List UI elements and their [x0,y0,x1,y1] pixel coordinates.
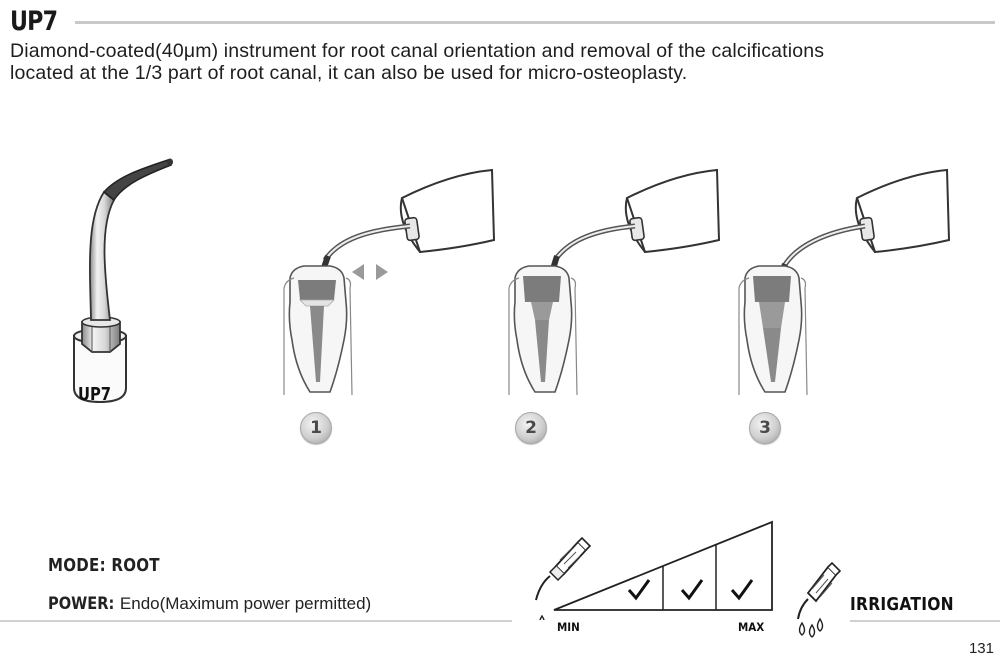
header [10,6,995,40]
page-number: 131 [968,640,994,657]
bottom-divider-right [850,620,1000,622]
scaler-tip-illustration [60,150,180,420]
tip-model-label: UP7 [78,384,112,405]
power-min-label: MIN [557,620,580,634]
power-max-label: MAX [738,620,765,634]
step-1-badge [300,412,332,444]
step-3-illustration [725,160,965,400]
bottom-divider-left [0,620,512,622]
irrigation-label: IRRIGATION [850,594,954,615]
mode-setting: MODE: ROOT [48,556,160,576]
description [10,40,995,84]
step-1-illustration [270,160,510,400]
handpiece-icon [536,538,590,600]
power-scale [520,520,780,620]
step-3-number: 3 [759,418,771,438]
step-2-illustration [495,160,735,400]
page-title: UP7 [10,6,58,37]
step-2-number: 2 [525,418,537,438]
power-value: Endo(Maximum power permitted) [119,594,372,613]
step-3-badge [749,412,781,444]
description-line-2: located at the 1/3 part of root canal, it can also be used for micro-osteoplasty. [10,62,688,84]
title-divider [75,21,995,24]
step-1-number: 1 [310,418,322,438]
step-2-badge [515,412,547,444]
power-label: POWER: [48,594,115,614]
irrigation-icon [790,545,850,645]
power-setting [48,594,371,614]
description-line-1: Diamond-coated(40μm) instrument for root canal orientation and removal of the calcifications [10,40,825,62]
